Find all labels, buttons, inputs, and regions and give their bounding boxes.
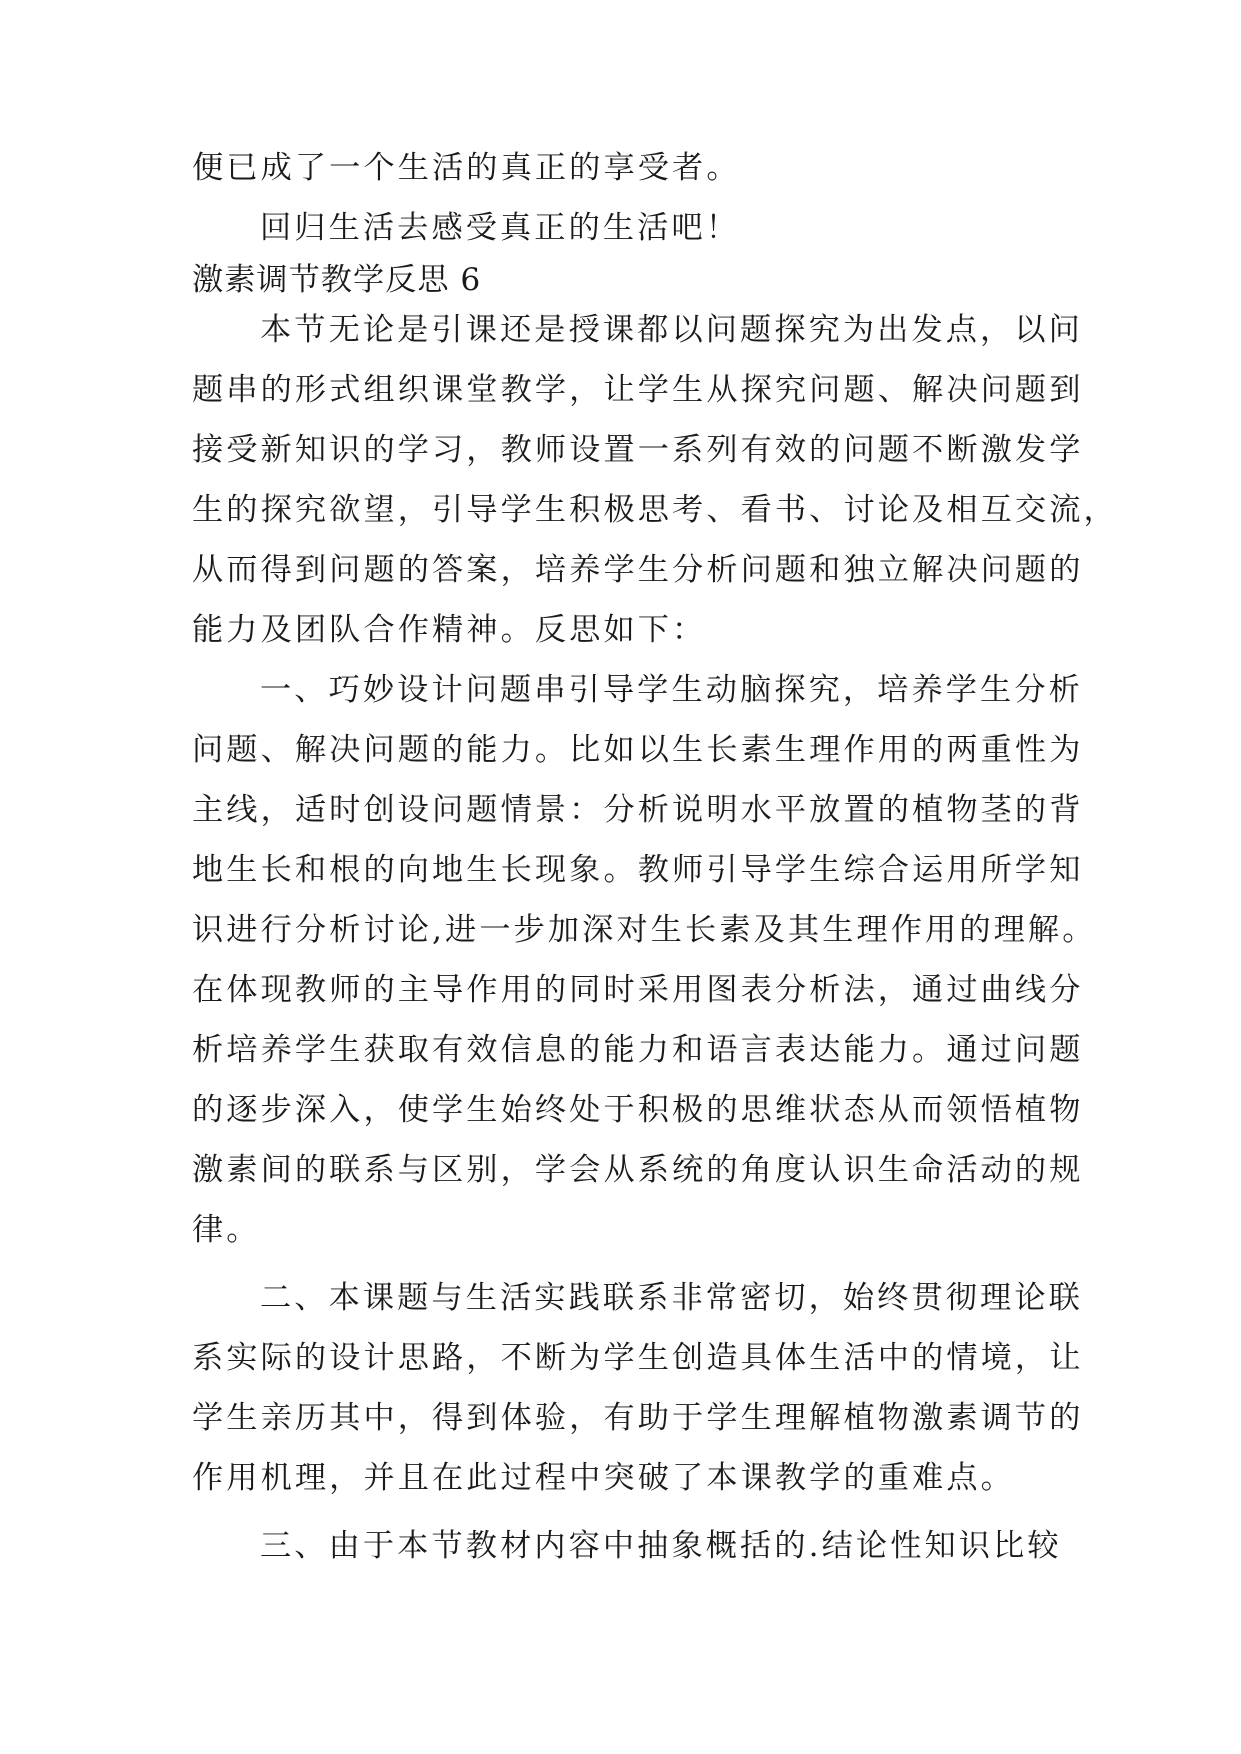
text-line: 律。 (192, 1212, 261, 1248)
text-line: 三、由于本节教材内容中抽象概括的.结论性知识比较 (260, 1528, 1062, 1564)
text-line: 析培养学生获取有效信息的能力和语言表达能力。通过问题 (192, 1032, 1084, 1068)
text-line: 回归生活去感受真正的生活吧！ (260, 210, 741, 246)
text-line: 作用机理，并且在此过程中突破了本课教学的重难点。 (192, 1460, 1015, 1496)
text-line: 二、本课题与生活实践联系非常密切，始终贯彻理论联 (260, 1280, 1083, 1316)
text-line: 学生亲历其中，得到体验，有助于学生理解植物激素调节的 (192, 1400, 1084, 1436)
text-line: 激素间的联系与区别，学会从系统的角度认识生命活动的规 (192, 1152, 1084, 1188)
text-line: 问题、解决问题的能力。比如以生长素生理作用的两重性为 (192, 732, 1084, 768)
text-line: 便已成了一个生活的真正的享受者。 (192, 150, 741, 186)
text-line: 的逐步深入，使学生始终处于积极的思维状态从而领悟植物 (192, 1092, 1084, 1128)
text-line: 能力及团队合作精神。反思如下： (192, 612, 707, 648)
text-line: 从而得到问题的答案，培养学生分析问题和独立解决问题的 (192, 552, 1084, 588)
text-line: 主线，适时创设问题情景：分析说明水平放置的植物茎的背 (192, 792, 1084, 828)
text-line: 生的探究欲望，引导学生积极思考、看书、讨论及相互交流， (192, 492, 1118, 528)
text-line: 系实际的设计思路，不断为学生创造具体生活中的情境，让 (192, 1340, 1084, 1376)
text-line: 地生长和根的向地生长现象。教师引导学生综合运用所学知 (192, 852, 1084, 888)
text-line: 题串的形式组织课堂教学，让学生从探究问题、解决问题到 (192, 372, 1084, 408)
text-line: 接受新知识的学习，教师设置一系列有效的问题不断激发学 (192, 432, 1084, 468)
section-heading: 激素调节教学反思 6 (192, 262, 482, 298)
text-line: 本节无论是引课还是授课都以问题探究为出发点，以问 (260, 312, 1083, 348)
text-line: 一、巧妙设计问题串引导学生动脑探究，培养学生分析 (260, 672, 1083, 708)
text-line: 在体现教师的主导作用的同时采用图表分析法，通过曲线分 (192, 972, 1084, 1008)
text-line: 识进行分析讨论,进一步加深对生长素及其生理作用的理解。 (192, 912, 1097, 948)
